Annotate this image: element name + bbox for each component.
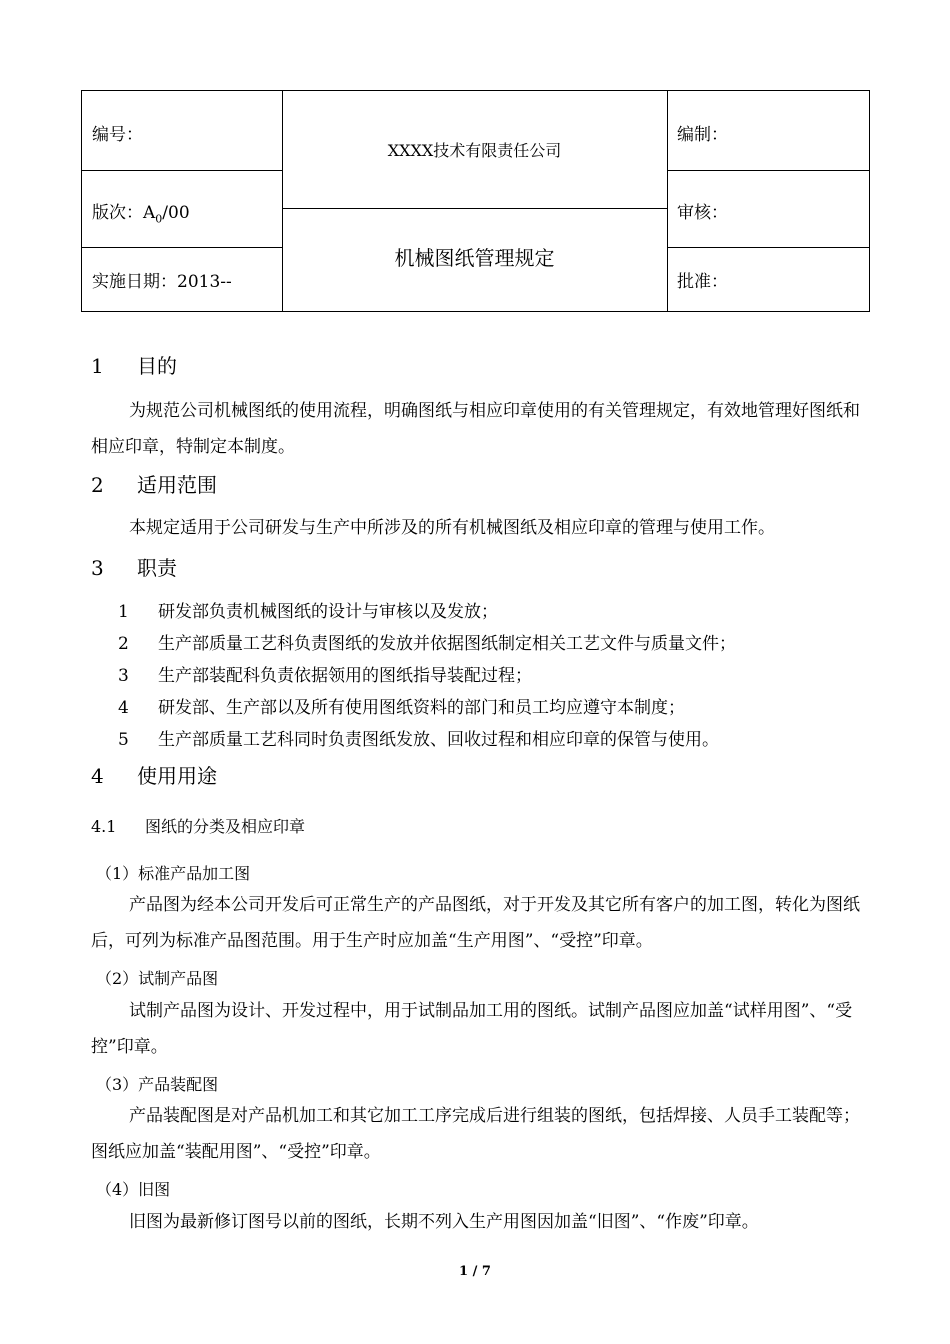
- table-divider: [82, 170, 282, 171]
- table-divider: [667, 247, 869, 248]
- category-title: （2）试制产品图: [96, 969, 219, 988]
- list-item: 4 研发部、生产部以及所有使用图纸资料的部门和员工均应遵守本制度；: [118, 698, 685, 718]
- table-divider: [667, 91, 668, 311]
- section-heading: 4 使用用途: [91, 764, 217, 788]
- section-paragraph: 为规范公司机械图纸的使用流程，明确图纸与相应印章使用的有关管理规定，有效地管理好图纸和相应印章，特制定本制度。: [91, 401, 860, 457]
- list-item: 3 生产部装配科负责依据领用的图纸指导装配过程；: [118, 666, 532, 686]
- approved-by-label: 批准：: [677, 272, 728, 292]
- section-heading: 3 职责: [91, 556, 177, 580]
- list-item: 5 生产部质量工艺科同时负责图纸发放、回收过程和相应印章的保管与使用。: [118, 730, 719, 750]
- category-paragraph: 产品装配图是对产品机加工和其它加工工序完成后进行组装的图纸，包括焊接、人员手工装配等；图纸应加盖“装配用图”、“受控”印章。: [91, 1106, 860, 1162]
- list-item: 2 生产部质量工艺科负责图纸的发放并依据图纸制定相关工艺文件与质量文件；: [118, 634, 736, 654]
- table-divider: [282, 208, 667, 209]
- section-paragraph: 本规定适用于公司研发与生产中所涉及的所有机械图纸及相应印章的管理与使用工作。: [129, 518, 775, 538]
- category-title: （3）产品装配图: [96, 1075, 219, 1094]
- document-header-table: [81, 90, 870, 312]
- document-code-label: 编号：: [92, 125, 143, 145]
- category-paragraph: 旧图为最新修订图号以前的图纸，长期不列入生产用图因加盖“旧图”、“作废”印章。: [129, 1212, 759, 1232]
- subsection-heading: 4.1 图纸的分类及相应印章: [91, 817, 306, 836]
- document-title: 机械图纸管理规定: [394, 246, 555, 270]
- category-title: （4）旧图: [96, 1180, 171, 1199]
- category-paragraph: 试制产品图为设计、开发过程中，用于试制品加工用的图纸。试制产品图应加盖“试样用图”、“受控”印章。: [91, 1001, 853, 1057]
- section-heading: 1 目的: [91, 354, 177, 378]
- table-divider: [667, 170, 869, 171]
- page-number: 1 / 7: [459, 1264, 491, 1279]
- category-paragraph: 产品图为经本公司开发后可正常生产的产品图纸，对于开发及其它所有客户的加工图，转化为图纸后，可列为标准产品图范围。用于生产时应加盖“生产用图”、“受控”印章。: [91, 895, 860, 951]
- table-divider: [282, 91, 283, 311]
- table-divider: [82, 247, 282, 248]
- effective-date: 实施日期：2013--: [92, 272, 232, 292]
- reviewed-by-label: 审核：: [677, 203, 728, 223]
- company-name: XXXX技术有限责任公司: [387, 141, 562, 160]
- section-heading: 2 适用范围: [91, 473, 217, 497]
- list-item: 1 研发部负责机械图纸的设计与审核以及发放；: [118, 602, 498, 622]
- category-title: （1）标准产品加工图: [96, 864, 251, 883]
- document-version: 版次：$A_0/00$: [92, 203, 190, 226]
- prepared-by-label: 编制：: [677, 125, 728, 145]
